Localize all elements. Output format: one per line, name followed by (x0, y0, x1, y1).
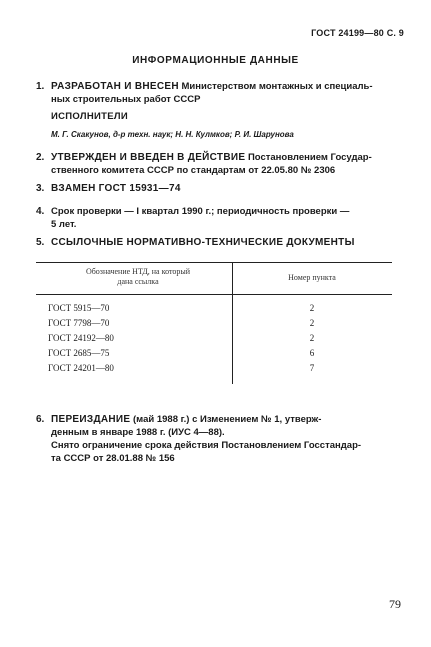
section-5-number: 5. (36, 237, 45, 248)
section-3-caps: ВЗАМЕН ГОСТ 15931—74 (51, 183, 181, 194)
table-header-document (58, 267, 218, 287)
table-cell-point: 2 (309, 303, 315, 313)
table-cell-point: 2 (309, 318, 315, 328)
section-2-caps: УТВЕРЖДЕН И ВВЕДЕН В ДЕЙСТВИЕ (51, 152, 246, 163)
section-1-caps: РАЗРАБОТАН И ВНЕСЕН (51, 81, 179, 92)
section-5-caps: ССЫЛОЧНЫЕ НОРМАТИВНО-ТЕХНИЧЕСКИЕ ДОКУМЕНТЫ (51, 237, 355, 248)
table-cell-document: ГОСТ 2685—75 (48, 348, 110, 358)
table-row (36, 363, 392, 378)
table-header-document-line1: Обозначение НТД, на который (85, 267, 191, 276)
section-6-text-line4: та СССР от 28.01.88 № 156 (51, 453, 175, 464)
section-4-text-line2: 5 лет. (51, 219, 77, 230)
section-6 (36, 413, 401, 465)
table-header-point: Номер пункта (288, 273, 336, 282)
table-cell-document: ГОСТ 7798—70 (48, 318, 110, 328)
section-1-text-line2: ных строительных работ СССР (51, 94, 201, 105)
section-6-text-line3: Снято ограничение срока действия Постановлением Госстандар- (51, 440, 362, 451)
table-top-rule (36, 262, 392, 263)
section-4-number: 4. (36, 206, 45, 217)
section-4 (36, 205, 401, 231)
section-2 (36, 151, 401, 177)
section-6-caps: ПЕРЕИЗДАНИЕ (51, 414, 131, 425)
table-row (36, 303, 392, 318)
table-cell-document: ГОСТ 5915—70 (48, 303, 110, 313)
section-2-text-line2: ственного комитета СССР по стандартам от 22.05.80 № 2306 (51, 165, 336, 176)
section-3 (36, 182, 401, 195)
page-number: 79 (389, 597, 401, 611)
section-4-text-line1: Срок проверки — I квартал 1990 г.; периодичность проверки — (51, 206, 350, 217)
document-reference-header: ГОСТ 24199—80 С. 9 (311, 28, 404, 38)
table-cell-document: ГОСТ 24201—80 (48, 363, 114, 373)
reference-table (36, 262, 392, 384)
section-1-number: 1. (36, 81, 45, 92)
section-2-text-line1: Постановлением Государ- (247, 152, 372, 163)
executors-names: М. Г. Скакунов, д-р техн. наук; Н. Н. Кулмков; Р. И. Шарунова (51, 130, 294, 139)
section-6-text-line2: денным в январе 1988 г. (ИУС 4—88). (51, 427, 225, 438)
section-5 (36, 236, 401, 249)
table-row (36, 318, 392, 333)
table-cell-document: ГОСТ 24192—80 (48, 333, 114, 343)
table-header-document-line2: дана ссылка (117, 277, 159, 286)
table-row (36, 348, 392, 363)
page-title: ИНФОРМАЦИОННЫЕ ДАННЫЕ (132, 55, 299, 66)
section-2-number: 2. (36, 152, 45, 163)
table-row (36, 333, 392, 348)
table-cell-point: 7 (309, 363, 315, 373)
table-header-rule (36, 294, 392, 295)
section-6-number: 6. (36, 414, 45, 425)
section-3-number: 3. (36, 183, 45, 194)
section-1 (36, 80, 401, 106)
section-1-text-line1: Министерством монтажных и специаль- (181, 81, 373, 92)
section-6-text-line1: (май 1988 г.) с Изменением № 1, утверж- (133, 414, 322, 425)
table-cell-point: 6 (309, 348, 315, 358)
table-cell-point: 2 (309, 333, 315, 343)
executors-heading: ИСПОЛНИТЕЛИ (51, 111, 128, 122)
